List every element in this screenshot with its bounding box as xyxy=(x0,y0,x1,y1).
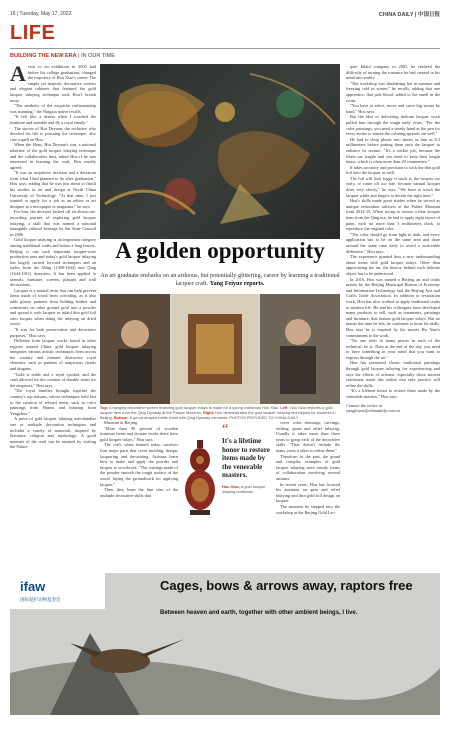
quote-mark-icon: “ xyxy=(222,422,229,437)
col4-paragraph: "It's a lifetime honor to restore these made by the venerable masters," Hou says. xyxy=(346,388,440,400)
contact-email[interactable]: yangfeiyue@chinadaily.com.cn xyxy=(346,408,400,414)
col4-paragraph: "No one refer to many pieces in each of the technical, he is. Then at the end of the day, you need to have something in your mind that you want to express through the art." xyxy=(346,338,440,360)
col1-paragraph: visit to an exhibition in 2005 had before his college graduation, changed the trajectory of Hou Xiao's career. The simple yet majestic decorative screens and elegant cabinets that featured the gold lacquer inlaying technique took Hou's breath away. xyxy=(10,64,96,103)
col3-paragraph: The moment he stepped into the workshop at the Beijing Gold Lac- xyxy=(276,503,340,515)
dropcap: A xyxy=(10,64,26,86)
article-column-3 xyxy=(276,420,340,565)
pull-quote-attribution xyxy=(222,484,272,494)
col4-paragraph: "You have to select, move and carve big stones by hand," Hou says. xyxy=(346,103,440,114)
page-header xyxy=(10,9,440,19)
col2-paragraph: "More than 90 percent of wooden furniture items and lacquer works there have gold lacquer inlays," Hou says. xyxy=(100,425,178,442)
col4-paragraph: The experience granted him a new understanding about items with gold lacquer inlays. Other than appreciating the art, the history behind each delicate object has to be understood. xyxy=(346,254,440,276)
pull-quote xyxy=(222,422,272,494)
caption-left-text: Hou Xiao restores a gold lacquer item from the Qing Dynasty at the Palace Museum. xyxy=(100,405,333,415)
page-date: 16 | Tuesday, May 17, 2022 xyxy=(10,11,72,17)
col1-paragraph: Gold lacquer inlaying is an important category among traditional crafts and boasts a long history. Beijing is one such important lacquer-ware production area and today's gold lacquer inlaying has largely carried forward techniques and an styles from the Ming (1368-1644) and Qing (1644-1911) dynasties. It has been applied to utensils, furniture, screens, plaques and wall decorations. xyxy=(10,237,96,288)
col1-paragraph: Lacquer is a natural resin that can help prevent items made of wood from corroding, as it also adds glossy patterns from holding leather and sometimes on other ground gold into a powder and spread it with lacquer or inlaid thin gold foil onto lacquer when doing the inlaying on dried wood. xyxy=(10,287,96,327)
ifaw-subtitle: 国际爱护动物基金会 xyxy=(20,597,61,602)
ifaw-logo: ifaw xyxy=(20,579,46,594)
section-title: LIFE xyxy=(10,22,56,44)
col1-paragraph: For him, the decision kicked off an almost art-recording journey of exploring gold lacquer inlaying, a skill that was named a national intangible cultural heritage by the State Council in 2006. xyxy=(10,209,96,237)
col3-paragraph: cover color drawings, carvings, etching, gems and relief inlaying. Usually it takes more than three years to grasp each of the decorative skills. "That doesn't include the many years it takes to refine them." xyxy=(276,420,340,453)
caption-right-label: Right: xyxy=(202,410,215,415)
caption-right-text: Hou demonstrates the gold lacquer inlaying techniques for students in Beijing. xyxy=(100,410,336,420)
col4-paragraph: Hou has presented classic traditional paintings through gold lacquer inlaying for experiencing and says the efforts of artisans, especially those ancient craftsmen, made this realize that only practice will refine the skills. xyxy=(346,360,440,388)
lacquer-screen-photo xyxy=(100,64,340,239)
pull-quote-name: Hou Xiao, xyxy=(222,483,240,489)
col4-paragraph: The foil will look foggy if stuck to the lacquer too early, or come off too late, because natural lacquer dries very slowly," he says. "We have to touch the lacquer while and fingers to decide the right time." xyxy=(346,175,440,198)
photo-caption xyxy=(100,405,340,420)
col1-body xyxy=(10,64,96,450)
kicker xyxy=(10,53,115,59)
ifaw-advertisement[interactable] xyxy=(10,573,440,715)
caption-bottom-text: A gourd-shaped bottle inlaid with Qing Dynasty elements. PHOTOS PROVIDED TO CHINA DAILY xyxy=(129,415,299,420)
col1-paragraph: "It was an impulsive decision and a deviation from what I had planned to do after graduation," Hou says, adding that he was just about to finish his studies in art and design at North China University of Technology. "At that time, I just wanted to apply for a job as an editor or art designer at a newspaper or magazine," he says. xyxy=(10,170,96,209)
photo-strip-illustration xyxy=(100,294,340,404)
caption-left-label: Left: xyxy=(280,405,289,410)
col4-body xyxy=(346,64,440,400)
kicker-main: BUILDING THE NEW ERA xyxy=(10,53,77,59)
col2-paragraph: The craft, when learned today, involves four major parts that cover molding, design, lacquering and decorating. Artisans learn how to make and apply the powder and lacquer to woodwork. "The coatings made of the powder smooth the rough surface of the wood, laying the groundwork for applying lacquer." xyxy=(100,442,178,487)
col4-paragraph: "The workshop was shuddering hot in summer and freezing cold in winter," he recalls, adding that one apprentice, that pale blood, added to the smell in the room. xyxy=(346,80,440,103)
col4-paragraph: But the idea of delivering delicate lacquer work pulled him through the tough early years. "For the color paintings, you need a steady hand as the pen for every stroke to ensure the coloring spreads out well." xyxy=(346,114,440,137)
article-column-2 xyxy=(100,420,178,565)
caption-top-label: Top: xyxy=(100,405,109,410)
col1-paragraph: Different from lacquer works found in other regions around China, gold lacquer inlaying integrates various artistic techniques from across the country and features distinctive royal elements, such as patterns of auspicious clouds and dragons. xyxy=(10,338,96,372)
gourd-bottle-photo xyxy=(181,438,219,518)
col1-paragraph: A piece of gold lacquer inlaying merchandise one or multiple decoration techniques and includes a variety of materials, inspired by literature, religion and mythology. A good measure of the craft can be attained by visiting the Palace xyxy=(10,416,96,450)
masthead: CHINA DAILY | 中国日报 xyxy=(378,12,440,18)
col3-paragraph: In recent years, Hou has focused his attention on gem and relief inlaying and thin gold foil design on lacquer. xyxy=(276,481,340,504)
col4-paragraph: In 2016, Hou was named a Beijing art and crafts master by the Beijing Municipal Bureau of Economy and Information Technology and the Beijing Arts and Crafts Trade Association. In addition to restoration work, Hou has also worked to apply traditional crafts to modern life. He and his colleagues have developed many products to sell, such as ornaments, paintings and furniture, that feature gold lacquer inlays. But no matter the time he lets, he continues to hone his skills. Hou says he is inspired by his master Hu Xiao's commitment to the work. xyxy=(346,276,440,338)
pull-quote-role: a gold lacquer inlaying craftsman xyxy=(222,483,266,494)
col4-paragraph: It takes accuracy and precision to stick the thin gold foil onto the lacquer as well. xyxy=(346,164,440,176)
section-rule xyxy=(10,48,440,49)
col4-paragraph: quer Inlaid company in 2005, he realized the difficulty of turning the romance he had created in his mind into reality. xyxy=(346,64,440,81)
col1-paragraph: "The aesthetic of the exquisite craftsmanship was stunning," the Ningxia native recalls. xyxy=(10,103,96,114)
pull-quote-text: It's a lifetime honor to restore items made by the venerable masters. xyxy=(222,437,270,479)
contact-label: Contact the writer at xyxy=(346,402,382,408)
lacquer-screen-illustration xyxy=(100,64,340,239)
col4-paragraph: "The color should go from light to dark, and every application has to be on the same area and done around the same time daily to avoid a noticeable difference," Hou says. xyxy=(346,231,440,254)
col1-paragraph: The stories of Hui Deyuan, the reclusive who devoted his life to pursuing the technique, also cast a spell on Hou. xyxy=(10,125,96,142)
kicker-sub: | IN OUR TIME xyxy=(76,53,115,59)
ad-subheadline: Between heaven and earth, together with other ambient beings, I live. xyxy=(160,610,358,616)
deck-text: An art graduate embarks on an arduous, but potentially glittering, career by learning a traditional lacquer craft. xyxy=(100,272,340,287)
headline: A golden opportunity xyxy=(115,238,325,263)
caption-bottom-label: Bottom: xyxy=(113,415,129,420)
ifaw-logo-box xyxy=(10,573,105,609)
col1-paragraph: "It felt like a dream when I touched the furniture and stumble and fly a royal family." xyxy=(10,114,96,125)
caption-top-text: A hanging decorative screen featuring gold lacquer inlays is made for a young craftsman Hou Xiao. xyxy=(109,405,280,410)
article-column-1 xyxy=(10,64,96,564)
col1-paragraph: "It was for both preservation and decorative purposes," Hou says. xyxy=(10,326,96,338)
col1-paragraph: "The royal families brought together the country's top artisans, whose techniques held fast to the creation of refined items, such as color paintings from Shanxi and Inlaying from Yangzhou." xyxy=(10,388,96,416)
photo-strip xyxy=(100,294,340,404)
col1-paragraph: When the Hans, Hui Deyuan's son, a national inheritor of the gold lacquer inlaying technique and the collaborators host, asked Hou if he was interested in learning the craft, Hou readily agreed. xyxy=(10,142,96,170)
byline: Yang Feiyue reports. xyxy=(209,280,265,287)
article-column-4 xyxy=(346,64,440,564)
col1-paragraph: "Gold is noble and a royal symbol, and the craft allowed for the creation of durable items for the emperors," Hou says. xyxy=(10,371,96,388)
ad-headline: Cages, bows & arrows away, raptors free xyxy=(160,578,413,593)
col4-paragraph: He had to chop plastic into sheets as thin as 0.3 millimeters before putting them onto the lacquer to enhance its texture. "It's a stickie job, because the fibers are fragile and you need to keep their length intact, which is often more than 20 centimeters." xyxy=(346,136,440,165)
col2-paragraph: Museum in Beijing. xyxy=(104,420,139,425)
deck xyxy=(100,272,340,288)
col2-paragraph: Then, they learn the fine rites of the multiple decorative skills that xyxy=(100,487,178,498)
col4-paragraph: Hou's skills made great strides when he served as antique restoration advisers at the Palace Museum from 2014-15. When trying to restore a blue lacquer item from the Qing era, he had to apply eight layers of paint, each no more than 3 millimeters thick, to reproduce the original color. xyxy=(346,198,440,232)
col3-paragraph: Therefore, in the past, the grand and complex examples of gold lacquer inlaying were mostly forms of collaboration involving several artisans. xyxy=(276,453,340,481)
